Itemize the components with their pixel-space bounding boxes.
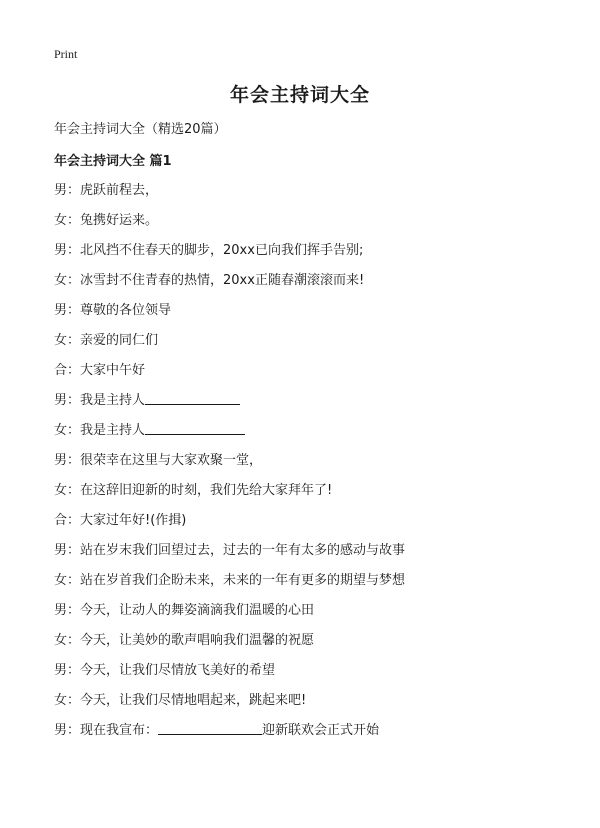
dialogue-line: [54, 236, 574, 266]
speaker-label: 男：: [54, 393, 81, 408]
dialogue-line: [54, 626, 574, 656]
speaker-label: 男：: [54, 543, 81, 558]
line-text: 站在岁末我们回望过去，过去的一年有太多的感动与故事: [80, 543, 406, 558]
line-text: 我是主持人: [80, 423, 146, 438]
speaker-label: 男：: [54, 603, 81, 618]
speaker-label: 男：: [54, 183, 81, 198]
speaker-label: 男：: [54, 723, 81, 738]
dialogue-line: [54, 356, 574, 386]
speaker-label: 女：: [54, 333, 81, 348]
dialogue-line: [54, 326, 574, 356]
speaker-label: 女：: [54, 483, 81, 498]
line-text: 现在我宣布：: [80, 723, 159, 738]
speaker-label: 合：: [54, 363, 81, 378]
dialogue-line: [54, 446, 574, 476]
dialogue-line: [54, 656, 574, 686]
document-title: 年会主持词大全: [229, 84, 370, 106]
dialogue-line: [54, 506, 574, 536]
speaker-label: 男：: [54, 453, 81, 468]
line-text: 兔携好运来。: [80, 213, 159, 228]
dialogue-line: [54, 686, 574, 716]
dialogue-line: [54, 206, 574, 236]
speaker-label: 女：: [54, 423, 81, 438]
line-text: 今天，让我们尽情放飞美好的希望: [80, 663, 276, 678]
dialogue-line: [54, 416, 574, 446]
dialogue-line: [54, 476, 574, 506]
fill-in-blank: [145, 390, 240, 405]
line-text: 站在岁首我们企盼未来，未来的一年有更多的期望与梦想: [80, 573, 406, 588]
speaker-label: 男：: [54, 663, 81, 678]
line-text: 很荣幸在这里与大家欢聚一堂，: [80, 453, 263, 468]
line-text: 大家中午好: [80, 363, 146, 378]
dialogue-line: [54, 296, 574, 326]
line-text: 今天，让动人的舞姿滴滴我们温暖的心田: [80, 603, 315, 618]
dialogue-line: [54, 536, 574, 566]
speaker-label: 女：: [54, 633, 81, 648]
dialogue-line: [54, 596, 574, 626]
dialogue-line: [54, 386, 574, 416]
line-text: 北风挡不住春天的脚步，20xx已向我们挥手告别;: [80, 243, 364, 258]
dialogue-line: [54, 716, 574, 746]
dialogue-line: [54, 176, 574, 206]
print-label: Print: [54, 47, 78, 61]
line-text: 冰雪封不住青春的热情，20xx正随春潮滚滚而来!: [80, 273, 365, 288]
speaker-label: 合：: [54, 513, 81, 528]
speaker-label: 女：: [54, 273, 81, 288]
line-text: 大家过年好!(作揖): [80, 513, 187, 528]
dialogue-lines: [54, 176, 574, 746]
speaker-label: 女：: [54, 213, 81, 228]
line-text-after-blank: 迎新联欢会正式开始: [262, 723, 380, 738]
line-text: 虎跃前程去，: [80, 183, 159, 198]
dialogue-line: [54, 566, 574, 596]
line-text: 我是主持人: [80, 393, 146, 408]
document-subtitle: 年会主持词大全（精选20篇）: [54, 122, 227, 137]
fill-in-blank: [158, 720, 262, 735]
line-text: 今天，让美妙的歌声唱响我们温馨的祝愿: [80, 633, 315, 648]
speaker-label: 女：: [54, 693, 81, 708]
speaker-label: 女：: [54, 573, 81, 588]
line-text: 在这辞旧迎新的时刻，我们先给大家拜年了!: [80, 483, 333, 498]
section-heading: 年会主持词大全 篇1: [54, 154, 172, 169]
fill-in-blank: [145, 420, 245, 435]
line-text: 亲爱的同仁们: [80, 333, 159, 348]
speaker-label: 男：: [54, 243, 81, 258]
dialogue-line: [54, 266, 574, 296]
line-text: 今天，让我们尽情地唱起来，跳起来吧!: [80, 693, 307, 708]
line-text: 尊敬的各位领导: [80, 303, 172, 318]
speaker-label: 男：: [54, 303, 81, 318]
